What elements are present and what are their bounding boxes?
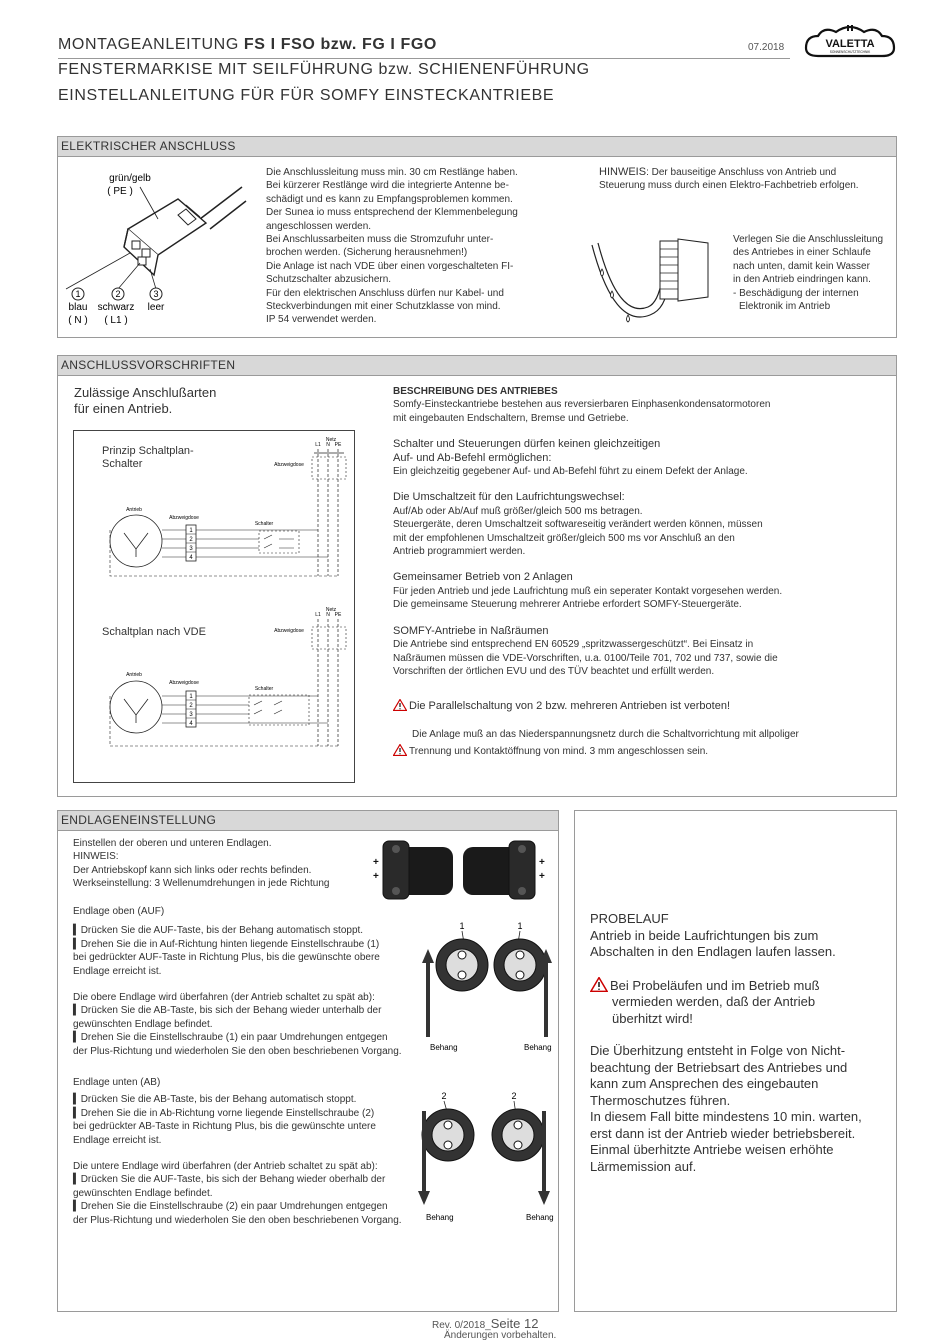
endlage-unten: Endlage unten (AB) ▍Drücken Sie die AB-Taste, bis der Behang automatisch stoppt. ▍Drehen Sie die in Ab-Richtung vorne liegende Einstellschraube (2) bei gedrückter AB-Taste in Richtung Plus, bis die gewünschte untere Endlage erreicht ist. Die untere Endlage wird überfahren (der Antrieb schaltet zu spät ab): ▍Drücken Sie die AUF-Taste, bis sich der Behang wieder oberhalb der gewünschten Endlage befindet. ▍Drehen Sie die Einstellschraube (2) ein paar Umdrehungen entgegen der Plus-Richtung und wiederholen Sie den oben beschriebenen Vorgang.: [73, 1076, 418, 1227]
intro-line: Der Antriebskopf kann sich links oder rechts befinden.: [73, 864, 312, 876]
schematic-box: [73, 430, 355, 783]
probelauf-warning-line: überhitzt wird!: [612, 1010, 693, 1026]
title-line: für einen Antrieb.: [74, 401, 173, 416]
text-line: schädigt und es kann zu Empfangsproblemen kommen.: [266, 193, 513, 205]
footer-revision: [432, 1316, 538, 1331]
probelauf-line: Thermoschutzes führen.: [590, 1092, 731, 1108]
section-heading: ELEKTRISCHER ANSCHLUSS: [58, 137, 896, 157]
text-line: Bei kürzerer Restlänge wird die integrierte Antenne be-: [266, 180, 509, 192]
plug-diagram: [58, 157, 258, 337]
l1-label: L1: [315, 612, 321, 618]
terminal-3: 3: [189, 546, 193, 552]
section-heading: ANSCHLUSSVORSCHRIFTEN: [58, 356, 896, 376]
endlage-intro: [73, 837, 373, 891]
abzweigdose-label: Abzweigdose: [169, 515, 199, 521]
schlaufe-line: in den Antrieb eindringen kann.: [733, 274, 871, 286]
pe-label: PE: [334, 442, 342, 448]
section-heading: ENDLAGENEINSTELLUNG: [58, 811, 558, 831]
screw-2-illustrations: [418, 1089, 558, 1229]
hinweis-text: [599, 166, 889, 193]
svg-text:+: +: [539, 871, 545, 882]
subsection-title: Die obere Endlage wird überfahren (der Antrieb schaltet zu spät ab):: [73, 992, 375, 1004]
warning-line: Die Anlage muß an das Niederspannungsnetz durch die Schaltvorrichtung mit allpoliger: [412, 729, 799, 740]
allowed-connections-title: [74, 385, 216, 417]
valetta-logo: [800, 22, 900, 62]
step-line: Drücken Sie die AB-Taste, bis sich der Behang wieder unterhalb der: [80, 1005, 382, 1017]
netz-label: Netz: [325, 437, 337, 443]
text-line: Steckverbindungen mit einer Schutzklasse von mind.: [266, 301, 501, 313]
schalter-label: Schalter: [254, 686, 274, 692]
schlaufe-line: Elektronik im Antrieb: [739, 301, 831, 313]
behang-label: Behang: [426, 1213, 454, 1222]
screw-number: 2: [441, 1091, 447, 1101]
step-line: Drücken Sie die AUF-Taste, bis der Behang automatisch stoppt.: [80, 925, 364, 937]
wire-2-code: ( L1 ): [104, 315, 128, 326]
footer-disclaimer: Änderungen vorbehalten.: [444, 1330, 557, 1341]
intro-line: Einstellen der oberen und unteren Endlagen.: [73, 838, 272, 849]
step-line: gewünschten Endlage befindet.: [73, 1187, 213, 1199]
hinweis-line: Steuerung muss durch einen Elektro-Fachbetrieb erfolgen.: [599, 180, 859, 192]
probelauf-line: Antrieb in beide Laufrichtungen bis zum: [590, 927, 819, 943]
block-line: mit eingebauten Endschaltern, Bremse und Getriebe.: [393, 412, 629, 424]
warning-trennung-2: [393, 744, 888, 758]
block-line: Antrieb programmiert werden.: [393, 546, 526, 558]
step-line: bei gedrückter AB-Taste in Richtung Plus, bis die gewünschte untere: [73, 1121, 376, 1133]
warning-text: Die Parallelschaltung von 2 bzw. mehreren Antrieben ist verboten!: [409, 700, 731, 712]
text-line: Schutzschalter abzusichern.: [266, 274, 392, 286]
header-divider: [58, 58, 790, 59]
pe-label: PE: [334, 612, 342, 618]
logo-subtext: SONNENSCHUTZTECHNIK: [829, 50, 871, 54]
vorschriften-text: [393, 385, 888, 678]
n-label: N: [326, 442, 330, 448]
schalter-label: Schalter: [254, 521, 274, 527]
probelauf-title: PROBELAUF: [590, 911, 669, 926]
wire-1-code: ( N ): [68, 315, 88, 326]
schema-title-line: Schalter: [102, 458, 143, 471]
terminal-2: 2: [189, 537, 193, 543]
schlaufe-line: Verlegen Sie die Anschlussleitung: [733, 234, 884, 245]
screw-number: 2: [511, 1091, 517, 1101]
abzweigdose-label: Abzweigdose: [274, 628, 304, 634]
section-endlageneinstellung: [57, 810, 559, 1312]
hinweis-label: HINWEIS: [599, 166, 647, 178]
step-line: der Plus-Richtung und wiederholen Sie den oben beschriebenen Vorgang.: [73, 1214, 402, 1226]
svg-text:+: +: [373, 857, 379, 868]
schema2-title: Schaltplan nach VDE: [102, 626, 206, 638]
text-line: IP 54 verwendet werden.: [266, 314, 377, 326]
page-subtitle-2: EINSTELLANLEITUNG FÜR FÜR SOMFY EINSTECKANTRIEBE: [58, 87, 555, 104]
warning-trennung: [412, 728, 892, 741]
block-line: Ein gleichzeitig gegebener Auf- und Ab-Befehl führt zu einem Defekt der Anlage.: [393, 466, 748, 478]
block-title: Schalter und Steuerungen dürfen keinen gleichzeitigen: [393, 438, 661, 451]
antrieb-label: Antrieb: [126, 672, 142, 678]
block-line: Die Antriebe sind entsprechend EN 60529 „spritzwassergeschützt“. Bei Einsatz in: [393, 639, 754, 651]
revision-text: Rev. 0/2018_: [432, 1320, 491, 1331]
page-title: [58, 36, 437, 54]
block-title: Die Umschaltzeit für den Laufrichtungswechsel:: [393, 491, 625, 504]
block-line: Naßräumen müssen die VDE-Vorschriften, u.a. 0100/Teile 701, 702 und 737, sowie die: [393, 652, 778, 664]
block-line: mit der empfohlenen Umschaltzeit größer/gleich 500 ms vor Anschluß an den: [393, 532, 735, 544]
subsection-title: Die untere Endlage wird überfahren (der Antrieb schaltet zu spät ab):: [73, 1161, 378, 1173]
block-line: Auf/Ab oder Ab/Auf muß größer/gleich 500 ms betragen.: [393, 505, 643, 517]
behang-label: Behang: [526, 1213, 554, 1222]
terminal-3: 3: [189, 712, 193, 718]
text-line: angeschlossen werden.: [266, 220, 372, 232]
l1-label: L1: [315, 442, 321, 448]
block-line: Somfy-Einsteckantriebe bestehen aus reversierbaren Einphasenkondensatormotoren: [393, 399, 771, 411]
motor-heads-illustration: [363, 835, 553, 905]
warning-line: Trennung und Kontaktöffnung von mind. 3 mm angeschlossen sein.: [409, 746, 709, 757]
step-line: Endlage erreicht ist.: [73, 1134, 162, 1146]
warning-icon: [393, 699, 407, 711]
step-line: Endlage erreicht ist.: [73, 965, 162, 977]
probelauf-line: beachtung der Betriebsart des Antriebes und: [590, 1059, 848, 1075]
behang-label: Behang: [524, 1043, 552, 1052]
terminal-1: 1: [189, 694, 193, 700]
probelauf-line: Die Überhitzung entsteht in Folge von Nicht-: [590, 1043, 846, 1058]
pin-2-label: 2: [115, 289, 121, 299]
anschluss-text: [266, 166, 556, 327]
page-number: Seite 12: [490, 1316, 539, 1331]
netz-label: Netz: [325, 607, 337, 613]
screw-number: 1: [517, 921, 523, 931]
step-line: Drehen Sie die in Ab-Richtung vorne liegende Einstellschraube (2): [80, 1107, 375, 1119]
step-line: der Plus-Richtung und wiederholen Sie den oben beschriebenen Vorgang.: [73, 1045, 402, 1057]
endlage-oben: Endlage oben (AUF) ▍Drücken Sie die AUF-Taste, bis der Behang automatisch stoppt. ▍Drehen Sie die in Auf-Richtung hinten liegende Einstellschraube (1) bei gedrückter AUF-Taste in Richtung Plus, bis die gewünschte obere Endlage erreicht ist. Die obere Endlage wird überfahren (der Antrieb schaltet zu spät ab): ▍Drücken Sie die AB-Taste, bis sich der Behang wieder unterhalb der gewünschten Endlage befindet. ▍Drehen Sie die Einstellschraube (1) ein paar Umdrehungen entgegen der Plus-Richtung und wiederholen Sie den oben beschriebenen Vorgang.: [73, 905, 418, 1058]
block-line: Die gemeinsame Steuerung mehrerer Antriebe erfordert SOMFY-Steuergeräte.: [393, 599, 742, 611]
page-subtitle: FENSTERMARKISE MIT SEILFÜHRUNG bzw. SCHIENENFÜHRUNG: [58, 61, 590, 78]
step-line: Drücken Sie die AB-Taste, bis der Behang automatisch stoppt.: [80, 1094, 357, 1106]
probelauf-warning-line: vermieden werden, daß der Antrieb: [612, 994, 816, 1009]
document-date: 07.2018: [748, 42, 785, 53]
section-elektrischer-anschluss: [57, 136, 897, 338]
step-line: Drehen Sie die Einstellschraube (2) ein paar Umdrehungen entgegen: [80, 1201, 388, 1213]
text-line: Die Anschlussleitung muss min. 30 cm Restlänge haben.: [266, 167, 518, 178]
block-title: Auf- und Ab-Befehl ermöglichen:: [393, 451, 552, 464]
subsection-title: Endlage unten (AB): [73, 1077, 161, 1088]
step-line: Drücken Sie die AUF-Taste, bis sich der Behang wieder oberhalb der: [80, 1174, 386, 1186]
pe-wire-label: grün/gelb: [109, 173, 151, 184]
wire-3-label: leer: [147, 302, 165, 313]
abzweigdose-label: Abzweigdose: [274, 462, 304, 468]
pin-3-label: 3: [153, 289, 159, 299]
wiring-schematic-1: [74, 431, 354, 606]
n-label: N: [326, 612, 330, 618]
probelauf-warning-line: Bei Probeläufen und im Betrieb muß: [610, 977, 820, 993]
schlaufe-line: des Antriebes in einer Schlaufe: [733, 247, 871, 259]
block-title: Gemeinsamer Betrieb von 2 Anlagen: [393, 571, 573, 584]
wire-2-color: schwarz: [97, 302, 135, 313]
probelauf-line: Einmal überhitzte Antriebe weisen erhöhte: [590, 1142, 834, 1157]
text-line: Die Anlage ist nach VDE über einen vorgeschalteten FI-: [266, 260, 514, 272]
cable-loop-diagram: [588, 229, 738, 329]
step-line: gewünschten Endlage befindet.: [73, 1018, 213, 1030]
pin-1-label: 1: [75, 289, 81, 299]
step-line: bei gedrückter AUF-Taste in Richtung Plus, bis die gewünschte obere: [73, 952, 380, 964]
wire-1-color: blau: [68, 302, 88, 313]
probelauf-content: [590, 911, 890, 1175]
schlaufe-line: nach unten, damit kein Wasser: [733, 260, 870, 272]
text-line: Für den elektrischen Anschluss dürfen nur Kabel- und: [266, 287, 504, 299]
block-line: Für jeden Antrieb und jede Laufrichtung muß ein seperater Kontakt vorgesehen werden.: [393, 585, 783, 597]
probelauf-line: erst dann ist der Antrieb wieder betriebsbereit.: [590, 1125, 856, 1141]
screw-number: 1: [459, 921, 465, 931]
step-line: Drehen Sie die Einstellschraube (1) ein paar Umdrehungen entgegen: [80, 1032, 388, 1044]
probelauf-line: In diesem Fall bitte mindestens 10 min. warten,: [590, 1109, 862, 1124]
section-anschlussvorschriften: [57, 355, 897, 797]
antrieb-label: Antrieb: [126, 507, 142, 513]
probelauf-line: Lärmemission auf.: [590, 1158, 697, 1174]
block-line: Vorschriften der örtlichen EVU und des TÜV beachtet und erfüllt werden.: [393, 665, 715, 677]
probelauf-line: kann zum Ansprechen des eingebauten: [590, 1076, 819, 1091]
title-line: Zulässige Anschlußarten: [74, 385, 217, 400]
terminal-2: 2: [189, 703, 193, 709]
schlaufe-line: - Beschädigung der internen: [733, 287, 859, 299]
warning-icon: [590, 977, 608, 992]
svg-text:+: +: [373, 871, 379, 882]
block-line: Steuergeräte, deren Umschaltzeit softwareseitig verändert werden können, müssen: [393, 519, 763, 531]
warning-icon: [393, 744, 407, 756]
step-line: Drehen Sie die in Auf-Richtung hinten liegende Einstellschraube (1): [80, 938, 380, 950]
warning-parallel: [393, 699, 888, 713]
svg-text:+: +: [539, 857, 545, 868]
screw-1-illustrations: [418, 919, 558, 1059]
text-line: Der Sunea io muss entsprechend der Klemmenbelegung: [266, 207, 518, 219]
section-probelauf: [574, 810, 897, 1312]
text-line: brochen werden. (Sicherung herausnehmen!): [266, 247, 468, 259]
block-title: BESCHREIBUNG DES ANTRIEBES: [393, 386, 558, 397]
text-line: Bei Anschlussarbeiten muss die Stromzufuhr unter-: [266, 234, 494, 246]
terminal-4: 4: [189, 721, 193, 727]
title-prefix: MONTAGEANLEITUNG: [58, 36, 239, 53]
terminal-4: 4: [189, 555, 193, 561]
schema-title-line: Prinzip Schaltplan-: [102, 445, 194, 457]
subsection-title: Endlage oben (AUF): [73, 906, 165, 917]
logo-text: VALETTA: [825, 38, 875, 50]
intro-line: Werkseinstellung: 3 Wellenumdrehungen in jede Richtung: [73, 878, 330, 890]
intro-line: HINWEIS:: [73, 851, 119, 863]
pe-code: ( PE ): [107, 186, 133, 197]
wiring-schematic-2: [74, 601, 354, 781]
behang-label: Behang: [430, 1043, 458, 1052]
block-title: SOMFY-Antriebe in Naßräumen: [393, 624, 549, 637]
schlaufe-text: [733, 233, 895, 313]
terminal-1: 1: [189, 528, 193, 534]
probelauf-line: Abschalten in den Endlagen laufen lassen.: [590, 944, 836, 959]
abzweigdose-label: Abzweigdose: [169, 680, 199, 686]
title-models: FS I FSO bzw. FG I FGO: [243, 36, 437, 53]
hinweis-line: : Der bauseitige Anschluss von Antrieb und: [646, 167, 837, 178]
